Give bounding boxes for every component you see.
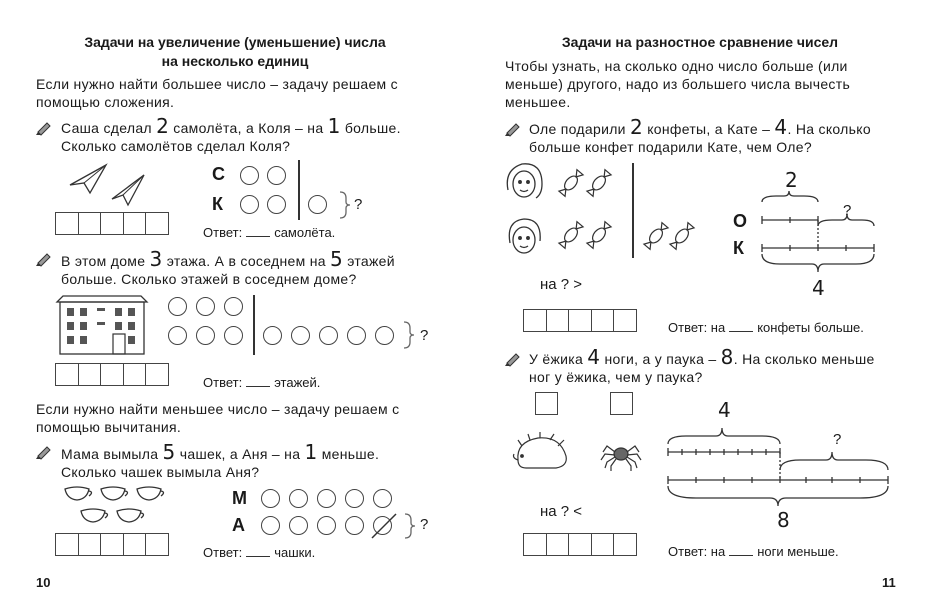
counter-circle (196, 297, 215, 316)
segment-label-question: ? (833, 431, 842, 448)
counter-circle (267, 195, 286, 214)
compare-expression: на ? > (540, 276, 583, 293)
counter-circle (240, 166, 259, 185)
girl-face-image (502, 160, 546, 204)
r-task2-text: У ёжика 4 ноги, а у паука – 8. На сколько меньше ног у ёжика, чем у паука? (529, 345, 875, 385)
right-page-title: Задачи на разностное сравнение чисел (561, 34, 839, 50)
question-mark: ? (354, 196, 363, 213)
answer-blank[interactable] (246, 236, 270, 237)
divider-line (298, 160, 300, 220)
candies-image (557, 163, 627, 263)
pencil-icon (505, 350, 523, 366)
pencil-icon (505, 120, 523, 136)
answer-cells[interactable] (55, 363, 168, 386)
segment-label-bottom: 4 (812, 276, 825, 300)
segment-diagram (760, 190, 880, 280)
counter-circle (289, 489, 308, 508)
task2-text: В этом доме 3 этажа. А в соседнем на 5 этажей больше. Сколько этажей в соседнем доме? (61, 247, 395, 287)
left-page-title: Задачи на увеличение (уменьшение) числа на несколько единиц (84, 34, 386, 69)
rule-decrease: Если нужно найти меньшее число – задачу решаем с помощью вычитания. (36, 401, 400, 435)
page-number-left: 10 (36, 575, 51, 590)
answer-blank[interactable] (729, 555, 753, 556)
segment-label-bottom: 8 (777, 508, 790, 532)
curly-brace (402, 320, 416, 350)
counter-circle (347, 326, 366, 345)
row-letter-m: М (232, 488, 247, 508)
counter-circle (317, 516, 336, 535)
task1-text: Саша сделал 2 самолёта, а Коля – на 1 больше. Сколько самолётов сделал Коля? (61, 114, 401, 154)
counter-circle (263, 326, 282, 345)
counter-circle (373, 489, 392, 508)
row-letter-a: А (232, 515, 245, 535)
curly-brace (403, 512, 417, 540)
row-letter-k: К (212, 194, 223, 214)
r-task1-text: Оле подарили 2 конфеты, а Кате – 4. На сколько больше конфет подарили Кате, чем Оле? (529, 115, 871, 155)
counter-circle (261, 516, 280, 535)
counter-circle (261, 489, 280, 508)
row-letter-s: С (212, 164, 225, 184)
counter-circle (224, 297, 243, 316)
candies-image (642, 212, 698, 262)
answer-line: Ответ: этажей. (203, 375, 321, 390)
divider-line (253, 295, 255, 355)
pencil-icon (36, 443, 54, 459)
counter-circle (168, 297, 187, 316)
pencil-icon (36, 119, 54, 135)
question-mark: ? (420, 516, 429, 533)
pencil-icon (36, 250, 54, 266)
answer-box[interactable] (535, 392, 558, 415)
answer-line: Ответ: на ноги меньше. (668, 544, 839, 559)
answer-line: Ответ: на конфеты больше. (668, 320, 864, 335)
answer-cells[interactable] (523, 309, 636, 332)
counter-circle (345, 489, 364, 508)
answer-blank[interactable] (246, 386, 270, 387)
row-letter-o: О (733, 211, 748, 231)
building-image (55, 294, 149, 356)
counter-circle (196, 326, 215, 345)
counter-circle (375, 326, 394, 345)
counter-circle (289, 516, 308, 535)
counter-circle (319, 326, 338, 345)
curly-brace (338, 190, 352, 220)
counter-circle (267, 166, 286, 185)
counter-circle (317, 489, 336, 508)
hedgehog-image (512, 432, 570, 472)
counter-circle (291, 326, 310, 345)
counter-circle (224, 326, 243, 345)
answer-cells[interactable] (523, 533, 636, 556)
paper-planes-image (68, 163, 148, 208)
segment-label-top: 2 (785, 168, 798, 192)
answer-blank[interactable] (729, 331, 753, 332)
answer-box[interactable] (610, 392, 633, 415)
spider-image (601, 440, 641, 472)
segment-diagram (666, 408, 894, 518)
answer-blank[interactable] (246, 556, 270, 557)
page-number-right: 11 (882, 575, 896, 590)
counter-circle (240, 195, 259, 214)
answer-cells[interactable] (55, 533, 168, 556)
answer-line: Ответ: чашки. (203, 545, 316, 560)
strike-line (370, 512, 398, 540)
girl-face-image (502, 215, 546, 259)
row-letter-k: К (733, 238, 744, 258)
segment-label-top: 4 (718, 398, 731, 422)
question-mark: ? (420, 327, 429, 344)
counter-circle (345, 516, 364, 535)
compare-expression: на ? < (540, 503, 583, 520)
task3-text: Мама вымыла 5 чашек, а Аня – на 1 меньше. Сколько чашек вымыла Аня? (61, 440, 380, 480)
answer-cells[interactable] (55, 212, 168, 235)
counter-circle (308, 195, 327, 214)
divider-line (632, 163, 634, 258)
counter-circle (168, 326, 187, 345)
segment-label-question: ? (843, 202, 852, 219)
rule-difference: Чтобы узнать, на сколько одно число больше (или меньше) другого, надо из большего числа вычесть меньшее. (505, 58, 851, 110)
cups-image (63, 485, 167, 529)
rule-increase: Если нужно найти большее число – задачу решаем с помощью сложения. (36, 76, 398, 110)
answer-line: Ответ: самолёта. (203, 225, 336, 240)
